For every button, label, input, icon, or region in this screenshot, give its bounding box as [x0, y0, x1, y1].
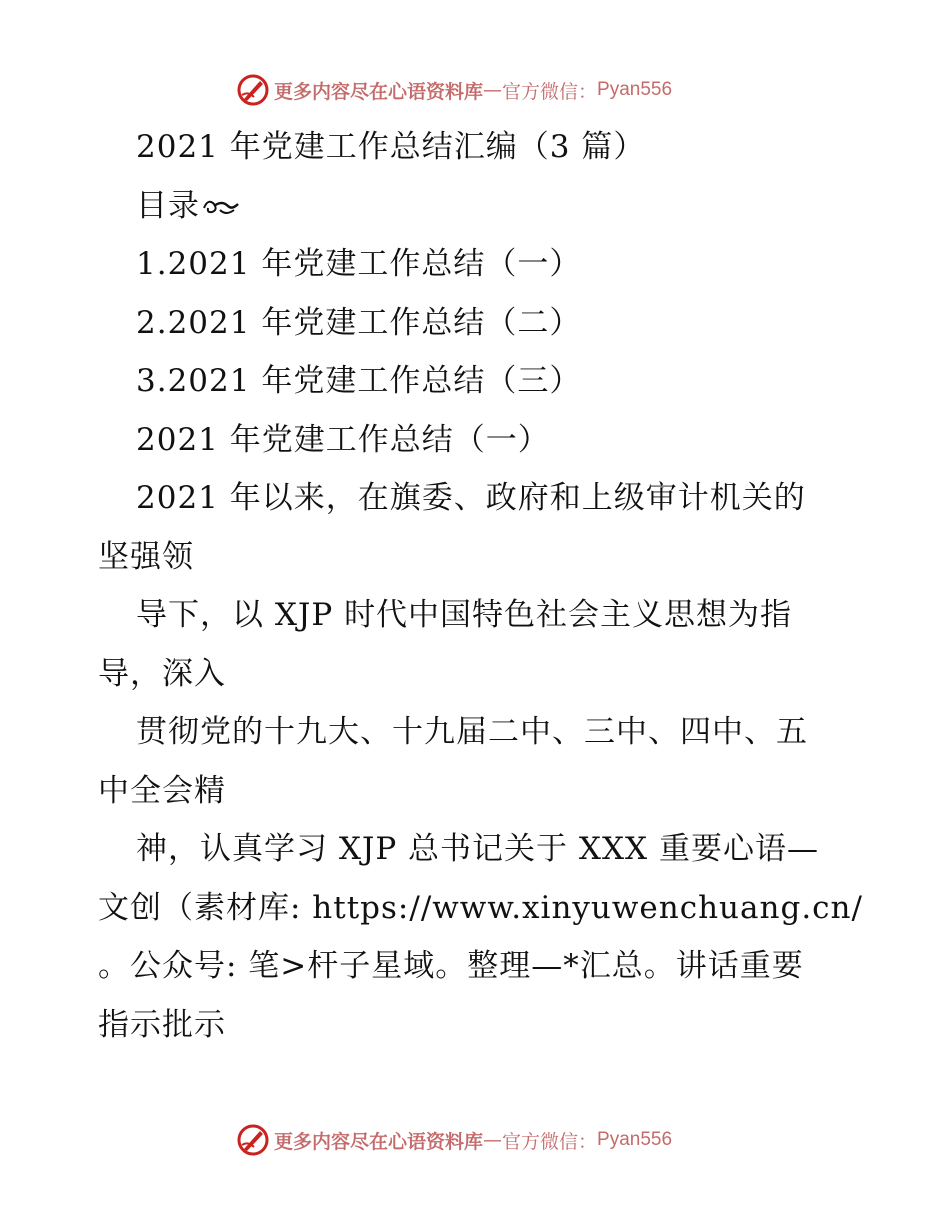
body-line: 神，认真学习 XJP 总书记关于 XXX 重要心语—: [136, 831, 819, 867]
body-line: 。公众号: 笔>杆子星域。整理—*汇总。讲话重要: [98, 948, 804, 984]
body-line: 坚强领: [98, 538, 194, 575]
watermark-wechat-id: Pyan556: [597, 1129, 673, 1150]
body-line: 中全会精: [98, 772, 226, 809]
toc-item: 1.2021 年党建工作总结（一）: [136, 246, 582, 282]
body-line: 文创（素材库: https://www.xinyuwenchuang.cn/: [98, 889, 863, 926]
red-brush-seal-icon: [236, 73, 270, 107]
toc-heading: 目录: [136, 187, 200, 224]
watermark-separator: —: [483, 79, 503, 101]
body-line: 2021 年以来，在旗委、政府和上级审计机关的: [136, 480, 806, 516]
toc-heading-row: [98, 177, 858, 236]
body-line: 导下，以 XJP 时代中国特色社会主义思想为指: [136, 597, 793, 633]
watermark-brand: 更多内容尽在心语资料库: [274, 80, 484, 103]
red-brush-seal-icon: [236, 1123, 270, 1157]
watermark-wechat-label: 官方微信：: [502, 80, 598, 103]
watermark-wechat-id: Pyan556: [597, 79, 673, 100]
body-line: 导，深入: [98, 655, 226, 692]
document-title: 2021 年党建工作总结汇编（3 篇）: [136, 129, 646, 165]
document-body: [98, 118, 863, 1054]
body-line: 指示批示: [98, 1006, 226, 1043]
header-watermark: [236, 70, 672, 110]
toc-item: 3.2021 年党建工作总结（三）: [136, 363, 582, 399]
watermark-brand: 更多内容尽在心语资料库: [274, 1130, 484, 1153]
toc-item: 2.2021 年党建工作总结（二）: [136, 304, 582, 341]
footer-watermark: [236, 1120, 672, 1160]
watermark-separator: —: [483, 1129, 503, 1151]
watermark-wechat-label: 官方微信：: [502, 1130, 598, 1153]
body-line: 贯彻党的十九大、十九届二中、三中、四中、五: [136, 714, 808, 750]
section-heading: 2021 年党建工作总结（一）: [136, 421, 550, 458]
swirl-ornament-icon: [202, 196, 240, 218]
